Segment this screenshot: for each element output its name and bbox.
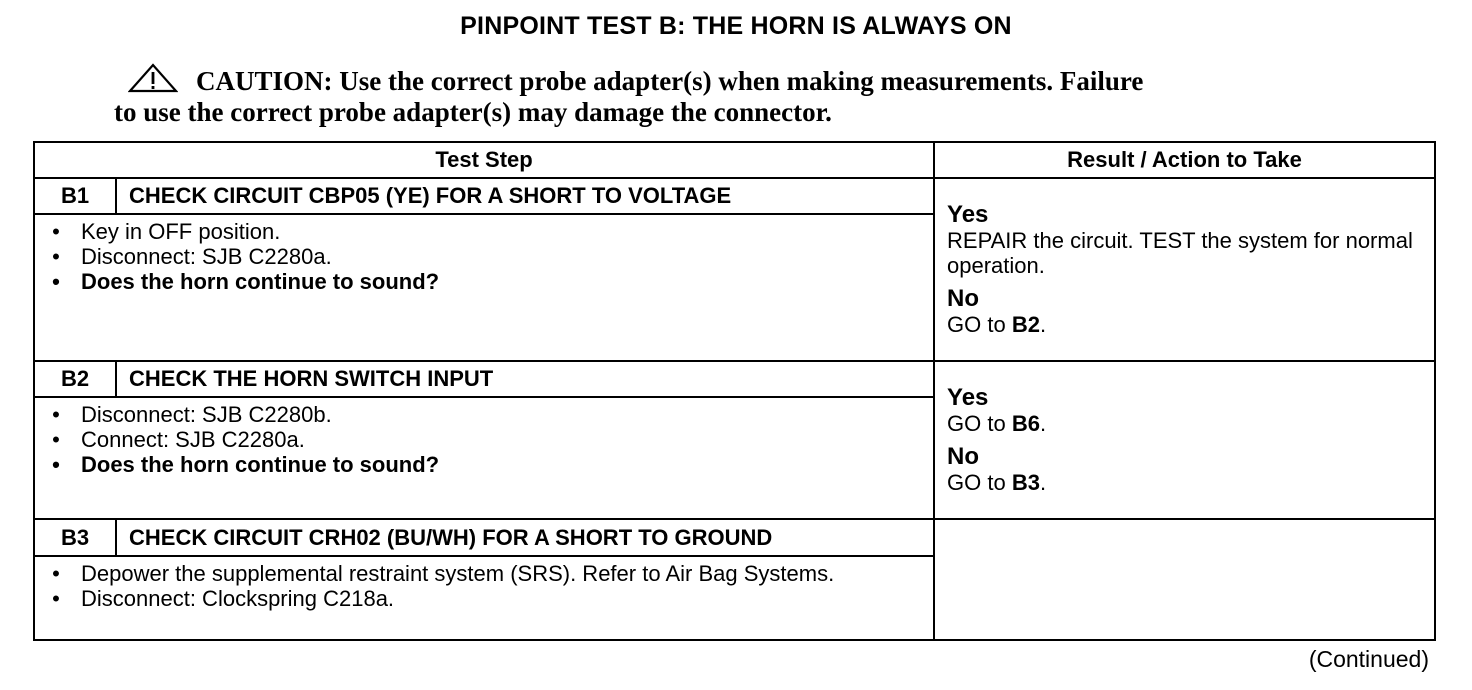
step-reference: B2 [1011,312,1040,337]
list-item: • Depower the supplemental restraint system (SRS). Refer to Air Bag Systems. [52,560,835,586]
no-action: GO to B2. [947,312,1047,337]
step-id: B2 [34,361,116,397]
header-result-action: Result / Action to Take [934,142,1435,178]
step-row-b3 [34,519,1435,555]
warning-triangle-icon [128,63,178,93]
step-result-b3 [934,519,1435,640]
step-reference: B3 [1011,470,1040,496]
step-bullets [35,398,933,477]
list-item: • Disconnect: SJB C2280b. [52,402,332,427]
yes-label: Yes [947,201,989,228]
yes-label: Yes [947,384,989,412]
step-result-b2 [934,361,1435,520]
no-action: GO to B3. [947,470,1047,496]
step-reference: B6 [1011,411,1040,437]
list-item: • Connect: SJB C2280a. [52,427,305,452]
no-label: No [947,443,980,471]
list-item: • Key in OFF position. [52,219,281,245]
step-row-b2 [34,361,1435,397]
list-item: • Disconnect: Clockspring C218a. [52,585,395,611]
pinpoint-test-table [33,141,1436,641]
yes-action: GO to B6. [947,411,1047,437]
step-title: CHECK CIRCUIT CRH02 (BU/WH) FOR A SHORT TO GROUND [116,519,934,555]
step-bullets [35,557,933,611]
step-body-b1 [34,214,934,361]
step-bullets [35,215,933,294]
step-row-b1 [34,178,1435,214]
step-id: B3 [34,519,116,555]
continued-note: (Continued) [1308,646,1429,672]
list-item: • Disconnect: SJB C2280a. [52,244,332,270]
step-body-b2 [34,397,934,519]
page-title: PINPOINT TEST B: THE HORN IS ALWAYS ON [460,12,1012,40]
step-body-b3 [34,556,934,640]
list-item: • Does the horn continue to sound? [52,452,440,477]
list-item: • Does the horn continue to sound? [52,269,440,295]
step-title: CHECK CIRCUIT CBP05 (YE) FOR A SHORT TO VOLTAGE [116,178,934,214]
no-label: No [947,285,980,312]
caution-line-2: to use the correct probe adapter(s) may damage the connector. [114,97,832,127]
caution-note [114,66,1354,128]
step-title: CHECK THE HORN SWITCH INPUT [116,361,934,397]
yes-action: REPAIR the circuit. TEST the system for normal operation. [947,228,1413,278]
caution-line-1: CAUTION: Use the correct probe adapter(s) when making measurements. Failure [196,66,1144,96]
step-result-b1 [934,178,1435,361]
step-id: B1 [34,178,116,214]
header-test-step: Test Step [34,142,934,178]
